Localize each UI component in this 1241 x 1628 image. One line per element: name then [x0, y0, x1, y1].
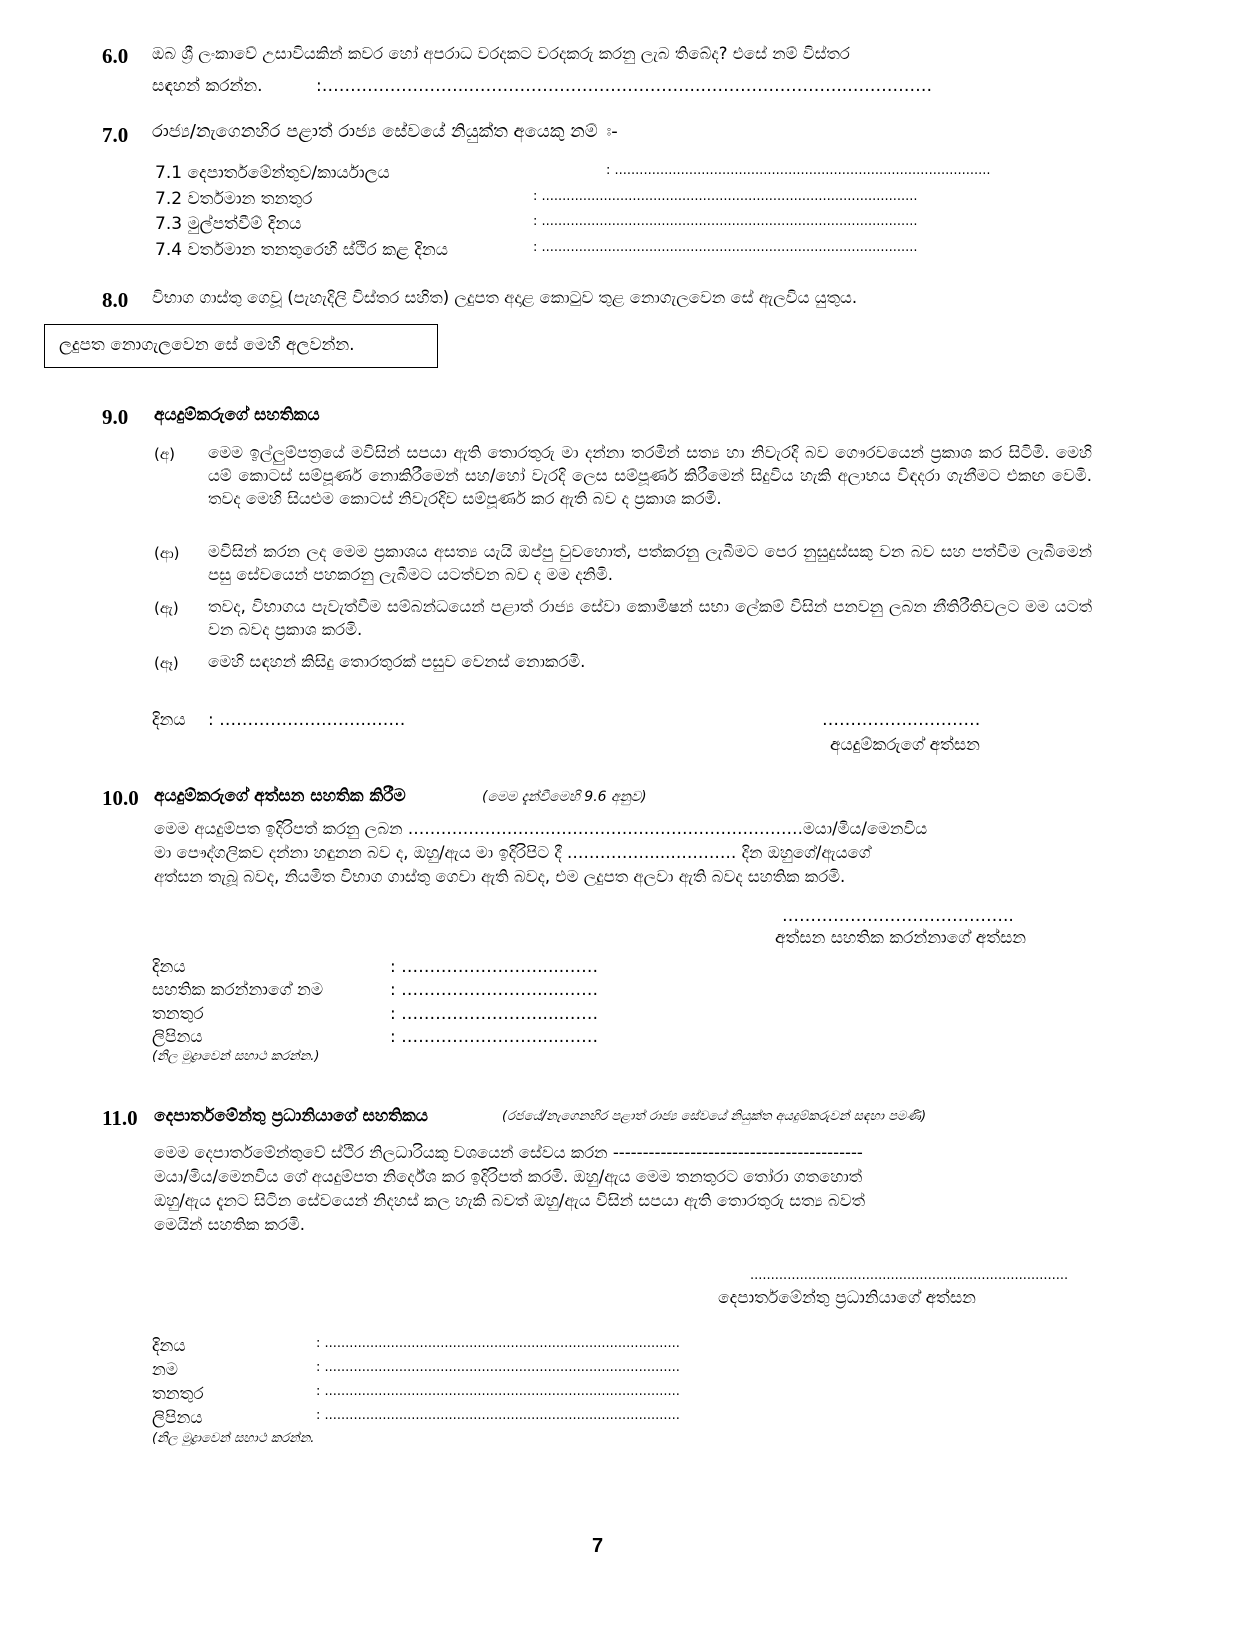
- section-11-number: 11.0: [102, 1106, 138, 1130]
- head-field-label: ලිපිනය: [152, 1408, 203, 1428]
- section-10-para-line2: මා පෞද්ගලිකව දන්නා හඳුනන බව ද, ඔහු/ඇය මා ඉදිරිපිට දී ……………....………… දින ඔහුගේ/ඇයගේ: [154, 843, 871, 862]
- section-10-para-line1: මෙම අයදුම්පත ඉදිරිපත් කරනු ලබන ……………………..……………….………………………මයා/මිය/මෙනවිය: [154, 819, 928, 838]
- section-7-number: 7.0: [102, 123, 129, 147]
- certifier-signature-label: අත්සන සහතික කරන්නාගේ අත්සන: [775, 928, 1027, 948]
- section-7-item-label: 7.3 මුල්පත්වීම් දිනය: [155, 214, 302, 234]
- applicant-date-field[interactable]: : ……………….……..……: [208, 710, 406, 730]
- certifier-field-label: දිනය: [152, 957, 186, 977]
- section-6-number: 6.0: [102, 44, 129, 68]
- head-field-input[interactable]: : ......................................................................................: [316, 1360, 680, 1375]
- head-stamp-note: (නිල මුද්‍රාවෙන් සහාථ කරන්න.: [152, 1431, 315, 1446]
- applicant-signature-line[interactable]: …………….…………: [822, 710, 981, 730]
- section-11-para-line1: මෙම දෙපාර්තමේන්තුවේ ස්ථිර නිලධාරියකු වශයෙන් සේවය කරන ------------------------------------------: [154, 1143, 863, 1162]
- certifier-field-input[interactable]: : …………………….....……: [390, 1004, 599, 1024]
- page-number: 7: [592, 1535, 604, 1557]
- section-7-title: රාජ්‍ය/නැගෙනහිර පළාත් රාජ්‍ය සේවයේ නියුක්ත අයෙකු නම් ඃ-: [152, 121, 618, 142]
- section-6-question-line2: සඳහන් කරන්න.: [152, 76, 263, 96]
- head-signature-label: දෙපාර්තමේන්තු ප්‍රධානියාගේ අත්සන: [718, 1288, 976, 1308]
- section-7-item-field[interactable]: : ...........................................................................................: [533, 214, 918, 229]
- section-9-title: අයදුම්කරුගේ සහතිකය: [154, 405, 320, 425]
- declaration-item-mark: (ආ): [154, 544, 180, 562]
- declaration-item-text: මවිසින් කරන ලද මෙම ප්‍රකාශය අසත්‍ය යැයි ඔප්පු වුවහොත්, පත්කරනු ලැබීමට පෙර නුසුදුස්සකු වන බව සහ පත්වීම ලැබීමෙන් පසු සේවයෙන් පහකරනු ලැබීමට යටත්වන බව ද මම දනිමි.: [208, 542, 1092, 584]
- declaration-item-mark: (ඈ): [154, 654, 179, 672]
- section-8-text: විභාග ගාස්තු ගෙවූ (පැහැදිලි විස්තර සහිත) ලදුපත අදාළ කොටුව තුළ නොගැලවෙන සේ ඇලවිය යුතුය.: [152, 288, 858, 307]
- section-6-question-line1: ඔබ ශ්‍රී ලංකාවේ උසාවියකින් කවර හෝ අපරාධ වරදකට වරදකරු කරනු ලැබ තිබේද? එසේ නම් විස්තර: [152, 44, 850, 63]
- applicant-signature-label: අයදුම්කරුගේ අත්සන: [830, 735, 980, 755]
- section-7-item-field[interactable]: : ...........................................................................................: [533, 240, 918, 255]
- declaration-item-text: මෙහි සඳහන් කිසිදු තොරතුරක් පසුව වෙනස් නොකරමි.: [208, 652, 586, 671]
- declaration-item-mark: (ඇ): [154, 599, 179, 617]
- section-7-item-label: 7.2 වර්තමාන තනතුර: [155, 189, 313, 209]
- section-11-para-line3: ඔහු/ඇය දැනට සිටින සේවයෙන් නිදහස් කල හැකි බවත් ඔහු/ඇය විසින් සපයා ඇති තොරතුරු සත්‍ය බවත්: [154, 1191, 866, 1210]
- head-field-input[interactable]: : ......................................................................................: [316, 1408, 680, 1423]
- section-7-item-label: 7.4 වර්තමාන තනතුරෙහි ස්ථිර කළ දිනය: [155, 240, 448, 260]
- certifier-field-input[interactable]: : …………………….....……: [390, 957, 599, 977]
- certifier-field-input[interactable]: : …………………….....……: [390, 980, 599, 1000]
- receipt-paste-box-text: ලදුපත නොගැලවෙන සේ මෙහි අලවන්න.: [59, 335, 355, 355]
- declaration-item-text: තවද, විභාගය පැවැත්වීම සම්බන්ධයෙන් පළාත් රාජ්‍ය සේවා කොමිෂන් සභා ලේකම් විසින් පනවනු ලබන නීතිරීතිවලට මම යටත් වන බවද ප්‍රකාශ කරමි.: [208, 597, 1092, 639]
- section-11-title: දෙපාර්තමේන්තු ප්‍රධානියාගේ සහතිකය: [154, 1106, 429, 1126]
- section-7-item-field[interactable]: : ...........................................................................................: [606, 163, 991, 178]
- head-field-label: දිනය: [152, 1336, 186, 1356]
- receipt-paste-box: [44, 324, 438, 368]
- section-10-number: 10.0: [102, 786, 139, 810]
- section-7-item-field[interactable]: : ...........................................................................................: [533, 189, 918, 204]
- head-field-input[interactable]: : ......................................................................................: [316, 1384, 680, 1399]
- declaration-item-mark: (අ): [154, 445, 175, 463]
- declaration-item-text: මෙම ඉල්ලුම්පත්‍රයේ මවිසින් සපයා ඇති තොරතුරු මා දන්නා තරමින් සත්‍ය හා නිවැරදි බව ගෞරවයෙන් ප්‍රකාශ කර සිටිමි. මෙහි යම් කොටස් සම්පූර්ණ නොකිරීමෙන් සහ/හෝ වැරදි ලෙස සම්පූර්ණ කිරීමෙන් සිදුවිය හැකි අලාභය විඳදරා ගැනීමට එකඟ වෙමි. තවද මෙහි සියළුම කොටස් නිවැරදිව සම්පූර්ණ කර ඇති බව ද ප්‍රකාශ කරමි.: [208, 443, 1092, 508]
- applicant-date-label: දිනය: [152, 710, 186, 730]
- certifier-stamp-note: (නිල මුද්‍රාවෙන් සහාථ කරන්න.): [152, 1049, 320, 1064]
- section-7-item-label: 7.1 දෙපාර්තමේන්තුව/කාර්යාලය: [155, 163, 390, 183]
- section-8-number: 8.0: [102, 288, 129, 312]
- section-6-answer-dots[interactable]: :……………………..…………………………………..……………………..……………: [316, 76, 933, 96]
- section-9-number: 9.0: [102, 405, 129, 429]
- certifier-field-input[interactable]: : …………………….....……: [390, 1027, 599, 1047]
- section-11-para-line2: මයා/මිය/මෙනවිය ගේ අයදුම්පත නිර්දේශ කර ඉදිරිපත් කරමි. ඔහු/ඇය මෙම තනතුරට තෝරා ගතහොත්: [154, 1167, 863, 1186]
- certifier-field-label: තනතුර: [152, 1004, 204, 1024]
- head-field-label: නම: [152, 1360, 179, 1380]
- section-10-para-line3: අත්සන තැබූ බවද, නියමිත විභාග ගාස්තු ගෙවා ඇති බවද, එම ලදුපත අලවා ඇති බවද සහතික කරමි.: [154, 867, 846, 886]
- head-field-input[interactable]: : ......................................................................................: [316, 1336, 680, 1351]
- section-11-para-line4: මෙයින් සහතික කරමි.: [154, 1215, 305, 1234]
- head-field-label: තනතුර: [152, 1384, 204, 1404]
- certifier-field-label: ලිපිනය: [152, 1027, 203, 1047]
- head-signature-line[interactable]: .............................................................................: [750, 1268, 1069, 1283]
- section-10-title: අයදුම්කරුගේ අත්සන සහතික කිරීම: [154, 786, 406, 806]
- section-11-note: (රජයේ/නැගෙනහිර පළාත් රාජ්‍ය සේවයේ නියුක්ත අයදුම්කරුවන් සඳහා පමණි): [502, 1109, 927, 1124]
- certifier-field-label: සහතික කරන්නාගේ නම: [152, 980, 324, 1000]
- certifier-signature-line[interactable]: …………………………………..: [782, 906, 1014, 926]
- section-10-note: (මෙම දැන්වීමෙහි 9.6 අනුව): [482, 789, 647, 805]
